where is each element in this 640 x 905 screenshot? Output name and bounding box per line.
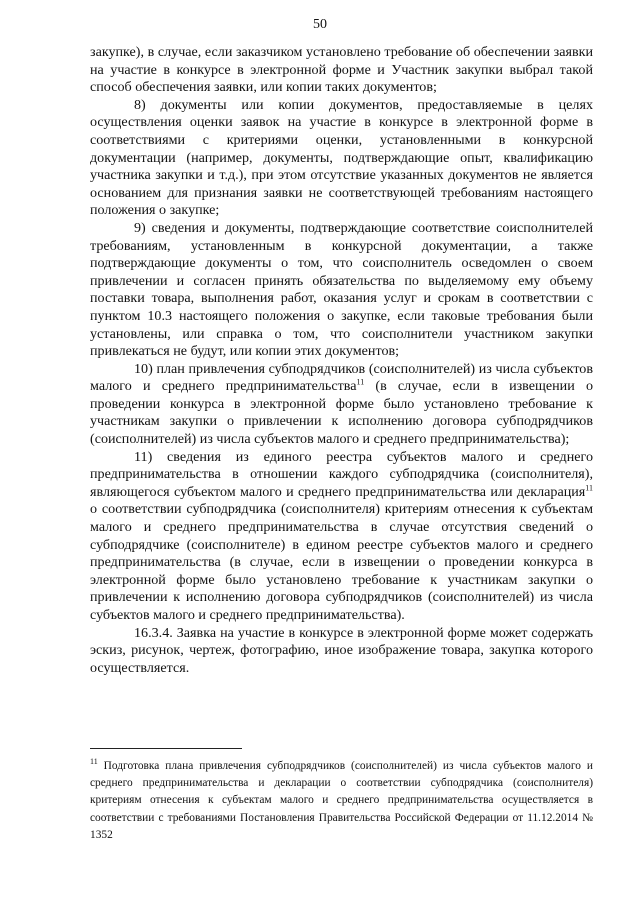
paragraph-text: (в случае, если в извещении о проведении конкурса в электронной форме было установлено требование к участникам закупки о привлечении к исполнению договора субподрядчиков (соисполнителей) из числа субъектов малого и среднего предпринимательства);	[90, 378, 593, 448]
footnote-body: Подготовка плана привлечения субподрядчиков (соисполнителей) из числа субъектов малого и среднего предпринимательства и декларации о соответствии субподрядчика (соисполнителя) критериям отнесения к субъектам малого и среднего предпринимательства осуществляется в соответствии с требованиями Постановления Правительства Российской Федерации от 11.12.2014 № 1352	[90, 760, 593, 841]
paragraph-continuation	[90, 44, 593, 97]
paragraph-text: 9) сведения и документы, подтверждающие соответствие соисполнителей требованиям, установленным в конкурсной документации, а также подтверждающие документы о том, что соисполнитель осведомлен о своем привлечении и согласен принять обязательства по выделяемому ему объему поставки товара, выполнения работ, оказания услуг и срокам в соответствии с пунктом 10.3 настоящего положения о закупке, если таковые требования были установлены, или справка о том, что соисполнители участником закупки привлекаться не будут, или копии этих документов;	[90, 219, 593, 360]
paragraph-item-10	[90, 361, 593, 449]
paragraph-text: 11) сведения из единого реестра субъектов малого и среднего предпринимательства в отношении каждого субподрядчика (соисполнителя), являющегося субъектом малого и среднего предпринимательства или декларация	[90, 448, 593, 500]
paragraph-item-9	[90, 220, 593, 361]
footnote	[90, 758, 593, 844]
footnote-separator	[90, 748, 242, 749]
footnote-text	[90, 758, 593, 844]
paragraph-text: 10) план привлечения субподрядчиков (соисполнителей) из числа субъектов малого и среднего предпринимательства	[90, 360, 593, 395]
footnote-reference[interactable]: 11	[356, 377, 365, 387]
paragraph-text: 16.3.4. Заявка на участие в конкурсе в электронной форме может содержать эскиз, рисунок, чертеж, фотографию, иное изображение товара, закупка которого осуществляется.	[90, 624, 593, 676]
footnote-reference[interactable]: 11	[585, 483, 593, 493]
paragraph-text: 8) документы или копии документов, предоставляемые в целях осуществления оценки заявок на участие в конкурсе в электронной форме в соответствиями с критериями оценки, установленными в конкурсной документации (например, документы, подтверждающие опыт, квалификацию участника закупки и т.д.), при этом отсутствие указанных документов не является основанием для признания заявки не соответствующей требованиям настоящего положения о закупке;	[90, 96, 593, 219]
paragraph-item-8	[90, 97, 593, 220]
page-number: 50	[313, 17, 327, 32]
paragraph-text: о соответствии субподрядчика (соисполнителя) критериям отнесения к субъектам малого и среднего предпринимательства в случае отсутствия сведений о субподрядчике (соисполнителе) в едином реестре субъектов малого и среднего предпринимательства (в случае, если в извещении о проведении конкурса в электронной форме было установлено требование к участникам закупки о привлечении к исполнению договора субподрядчиков (соисполнителей) из числа субъектов малого и среднего предпринимательства).	[90, 501, 593, 623]
paragraph-16-3-4	[90, 625, 593, 678]
paragraph-text: закупке), в случае, если заказчиком установлено требование об обеспечении заявки на участие в конкурсе в электронной форме и Участник закупки выбрал такой способ обеспечения заявки, или копии таких документов;	[90, 44, 593, 96]
body-text	[90, 44, 593, 677]
footnote-marker: 11	[90, 757, 98, 767]
paragraph-item-11	[90, 449, 593, 625]
